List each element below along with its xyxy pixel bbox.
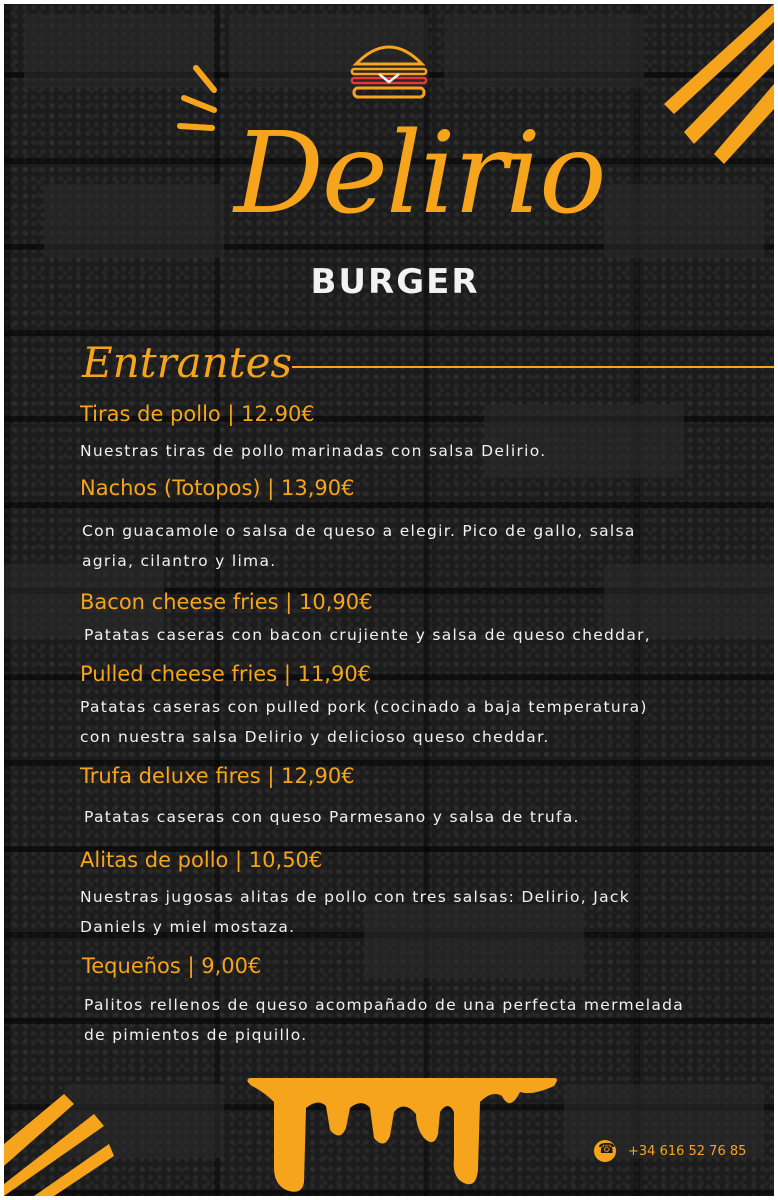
phone-icon (594, 1140, 616, 1162)
contact-phone[interactable] (594, 1140, 746, 1162)
brand-name: Delirio (234, 109, 605, 239)
menu-item-title: Alitas de pollo | 10,50€ (80, 848, 323, 872)
decorative-stripes (654, 4, 774, 174)
menu-page (4, 4, 774, 1196)
menu-item-title: Trufa deluxe fires | 12,90€ (80, 764, 355, 788)
section-divider (292, 366, 774, 368)
menu-item-title: Pulled cheese fries | 11,90€ (80, 662, 372, 686)
menu-item-title: Bacon cheese fries | 10,90€ (80, 590, 373, 614)
menu-item-description: Nuestras tiras de pollo marinadas con salsa Delirio. (80, 442, 547, 460)
brand-logo (184, 99, 604, 249)
menu-item-title: Tiras de pollo | 12.90€ (80, 402, 315, 426)
menu-item-description: Con guacamole o salsa de queso a elegir. Pico de gallo, salsa agria, cilantro y lima. (82, 522, 636, 570)
menu-item-title: Tequeños | 9,00€ (82, 954, 262, 978)
menu-item-description: Patatas caseras con queso Parmesano y salsa de trufa. (84, 808, 580, 826)
burger-logo-icon (344, 36, 434, 106)
cheese-drip-decoration (244, 1072, 564, 1196)
decorative-stripes (4, 1084, 114, 1196)
brand-subtitle: BURGER (310, 262, 480, 302)
phone-number[interactable]: +34 616 52 76 85 (628, 1143, 747, 1159)
menu-item-description: Palitos rellenos de queso acompañado de una perfecta mermelada de pimientos de piquillo. (84, 996, 685, 1044)
menu-item-description: Patatas caseras con bacon crujiente y salsa de queso cheddar, (84, 626, 652, 644)
menu-item-description: Patatas caseras con pulled pork (cocinado a baja temperatura) con nuestra salsa Delirio y delicioso queso cheddar. (80, 698, 648, 746)
menu-item-title: Nachos (Totopos) | 13,90€ (80, 476, 355, 500)
section-title: Entrantes (82, 338, 293, 387)
menu-item-description: Nuestras jugosas alitas de pollo con tres salsas: Delirio, Jack Daniels y miel mostaza. (80, 888, 630, 936)
